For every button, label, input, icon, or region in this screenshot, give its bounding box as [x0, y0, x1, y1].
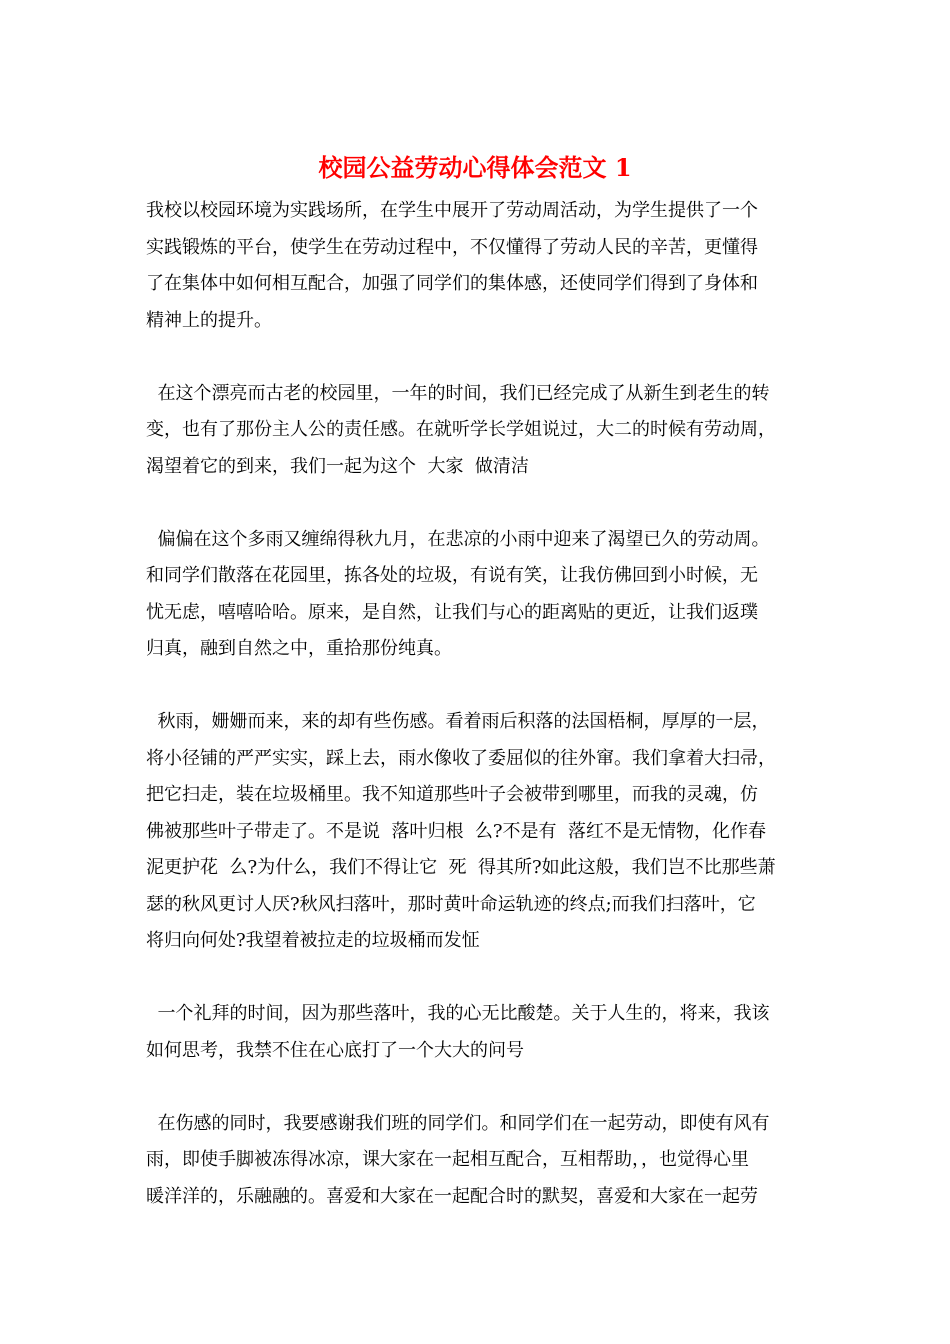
paragraph — [146, 522, 816, 668]
text-line: 在这个漂亮而古老的校园里，一年的时间，我们已经完成了从新生到老生的转 — [146, 382, 770, 404]
text-line: 我校以校园环境为实践场所，在学生中展开了劳动周活动，为学生提供了一个 — [146, 200, 758, 221]
text-line: 和同学们散落在花园里，拣各处的垃圾，有说有笑，让我仿佛回到小时候，无 — [146, 565, 758, 586]
text-line: 精神上的提升。 — [146, 309, 272, 331]
paragraph — [146, 193, 816, 339]
paragraph — [146, 376, 816, 486]
text-line: 在伤感的同时，我要感谢我们班的同学们。和同学们在一起劳动，即使有风有 — [146, 1112, 770, 1134]
text-line: 雨，即使手脚被冻得冰凉，课大家在一起相互配合，互相帮助，，也觉得心里 — [146, 1149, 749, 1170]
text-line: 秋雨，姗姗而来，来的却有些伤感。看着雨后积落的法国梧桐，厚厚的一层， — [146, 711, 770, 732]
text-line: 归真，融到自然之中，重拾那份纯真。 — [146, 638, 452, 659]
text-line: 将归向何处?我望着被拉走的垃圾桶而发怔 — [146, 930, 480, 951]
paragraph — [146, 1106, 816, 1216]
text-line: 变，也有了那份主人公的责任感。在就听学长学姐说过，大二的时候有劳动周， — [146, 419, 776, 440]
text-line: 了在集体中如何相互配合，加强了同学们的集体感，还使同学们得到了身体和 — [146, 273, 758, 294]
paragraph — [146, 704, 816, 960]
paragraph — [146, 996, 816, 1069]
text-line: 把它扫走，装在垃圾桶里。我不知道那些叶子会被带到哪里，而我的灵魂，仿 — [146, 784, 758, 805]
text-line: 渴望着它的到来，我们一起为这个 大家 做清洁 — [146, 455, 529, 477]
text-line: 暖洋洋的，乐融融的。喜爱和大家在一起配合时的默契，喜爱和大家在一起劳 — [146, 1185, 758, 1207]
text-line: 实践锻炼的平台，使学生在劳动过程中，不仅懂得了劳动人民的辛苦，更懂得 — [146, 236, 758, 258]
text-line: 佛被那些叶子带走了。不是说 落叶归根 么?不是有 落红不是无情物，化作春 — [146, 820, 766, 842]
text-line: 瑟的秋风更讨人厌?秋风扫落叶，那时黄叶命运轨迹的终点;而我们扫落叶，它 — [146, 893, 756, 915]
document-body — [146, 193, 816, 1252]
text-line: 偏偏在这个多雨又缠绵得秋九月，在悲凉的小雨中迎来了渴望已久的劳动周。 — [146, 528, 770, 550]
text-line: 将小径铺的严严实实，踩上去，雨水像收了委屈似的往外窜。我们拿着大扫帚， — [146, 747, 776, 769]
document-title: 校园公益劳动心得体会范文 1 — [318, 153, 632, 182]
text-line: 如何思考，我禁不住在心底打了一个大大的问号 — [146, 1039, 524, 1061]
text-line: 一个礼拜的时间，因为那些落叶，我的心无比酸楚。关于人生的，将来，我该 — [146, 1003, 770, 1024]
text-line: 忧无虑，嘻嘻哈哈。原来，是自然，让我们与心的距离贴的更近，让我们返璞 — [146, 601, 758, 623]
text-line: 泥更护花 么?为什么，我们不得让它 死 得其所?如此这般，我们岂不比那些萧 — [146, 857, 776, 878]
